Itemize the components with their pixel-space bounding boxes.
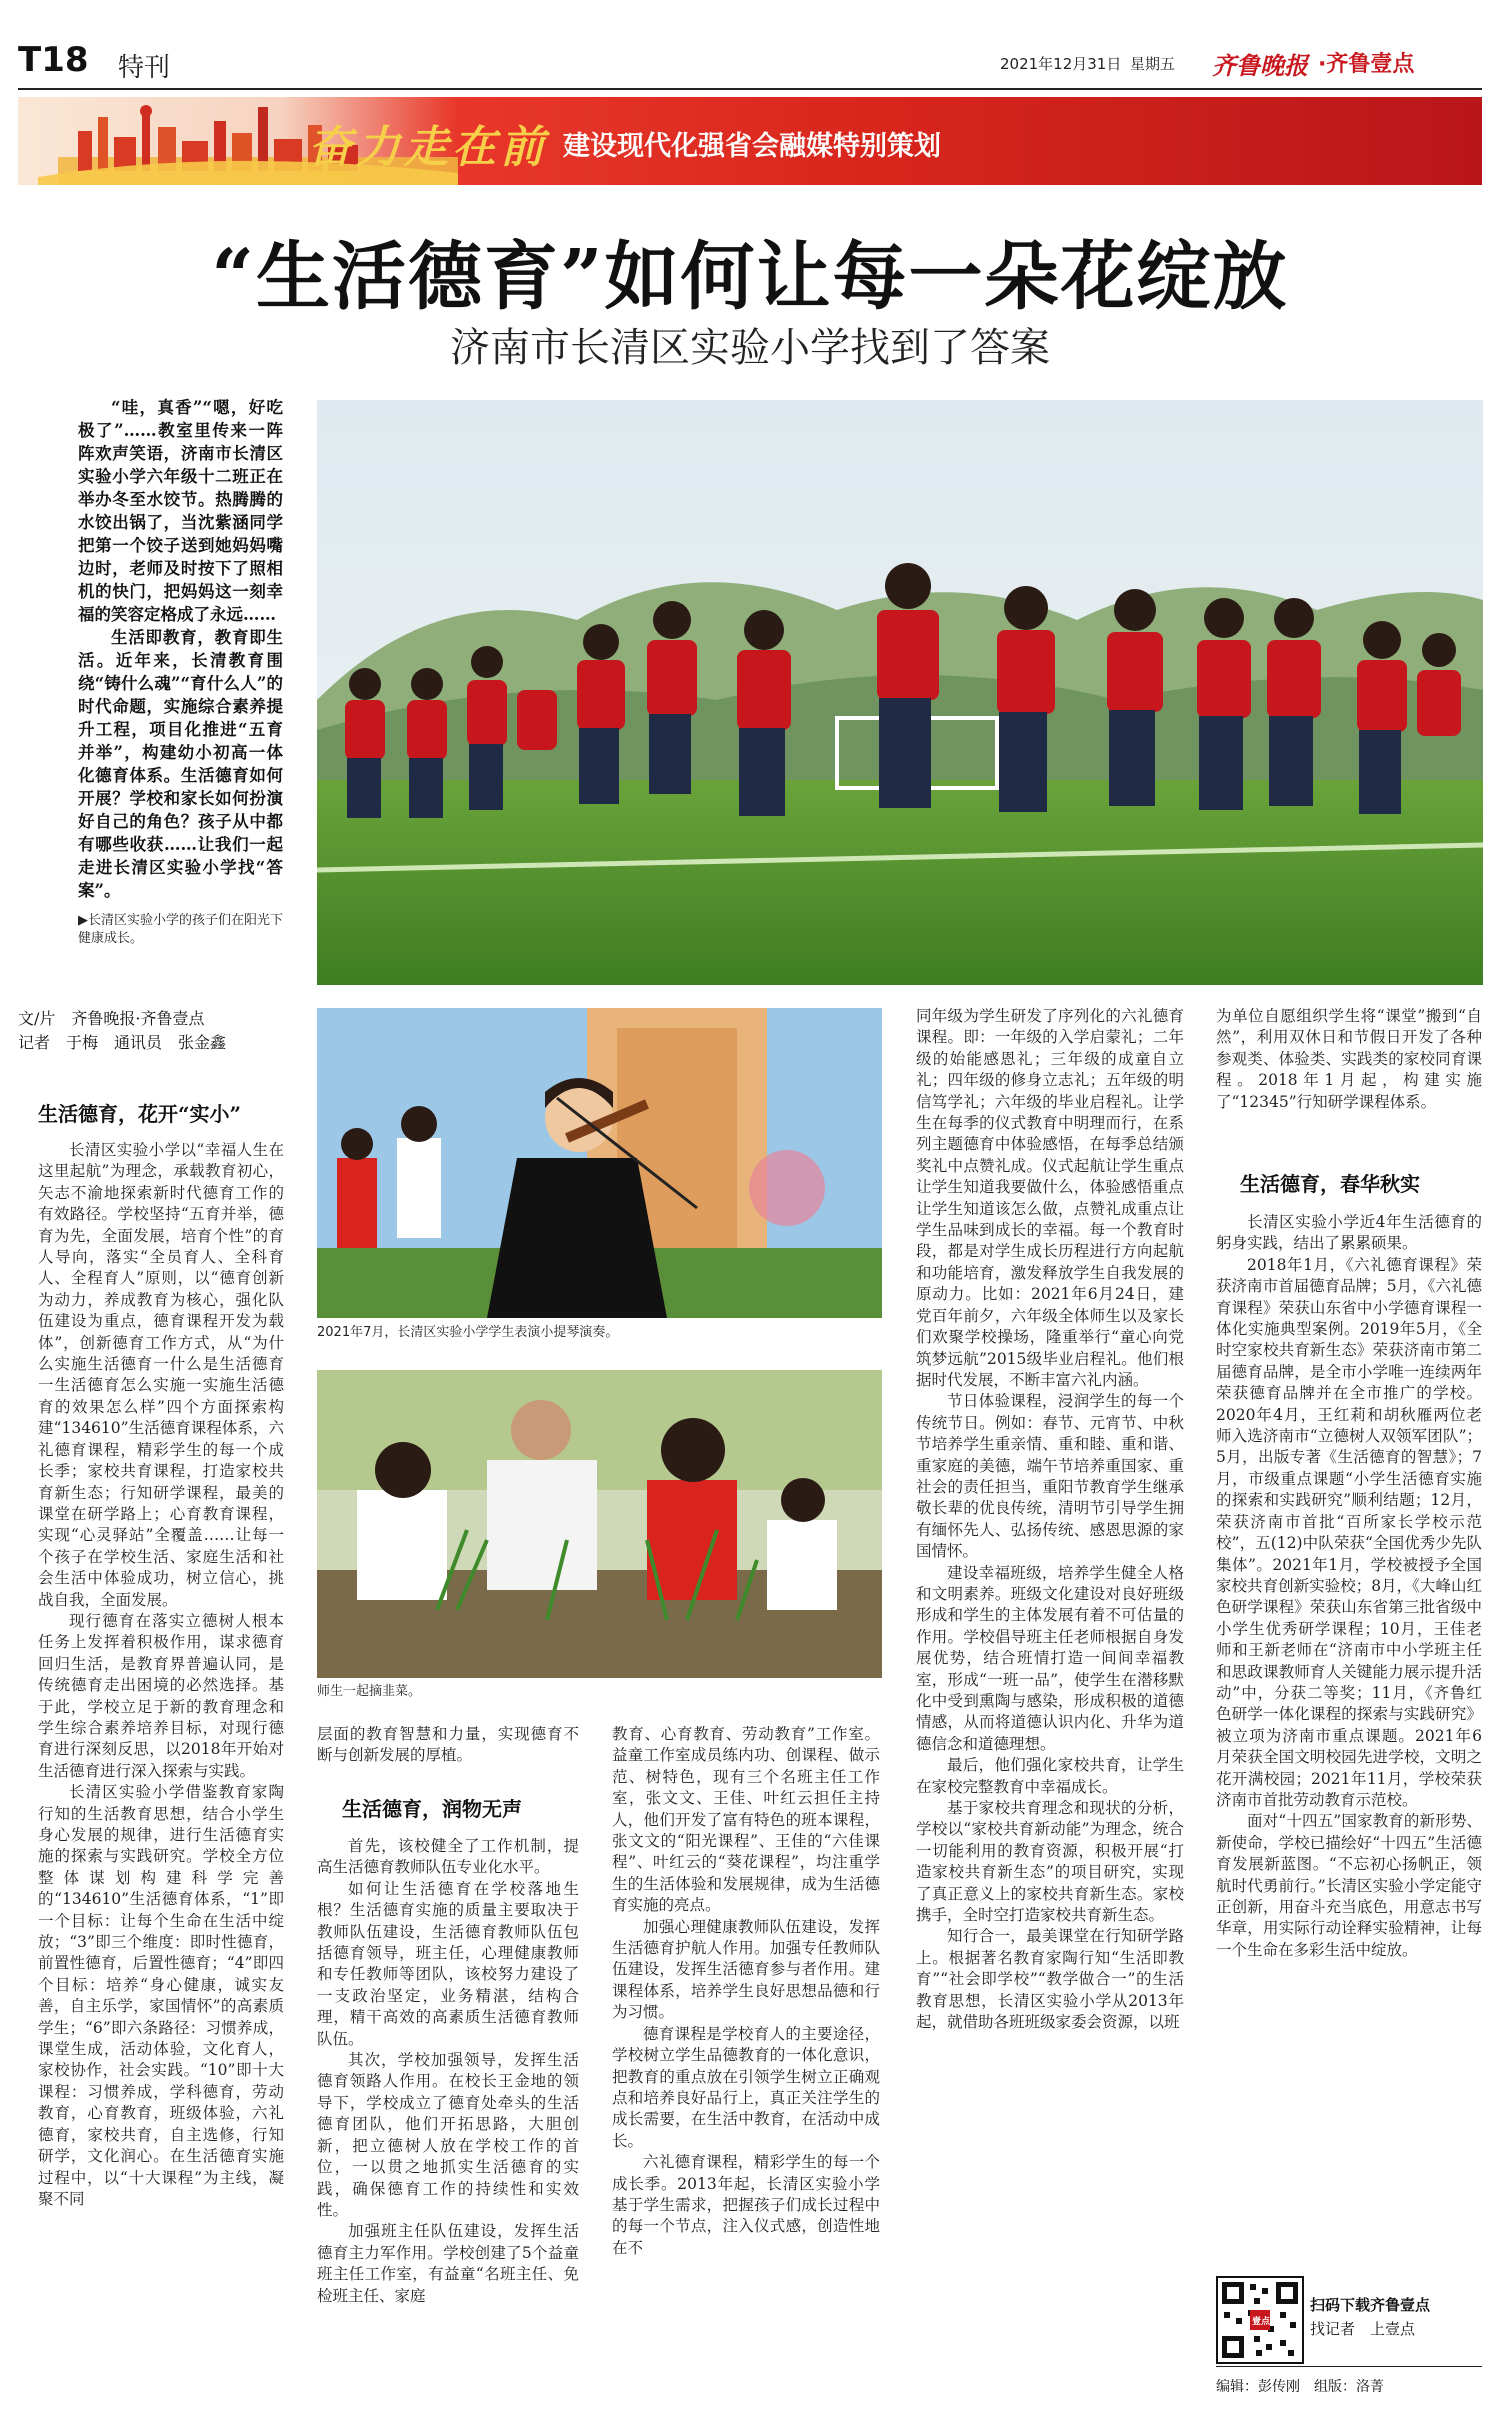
article-paragraph: 层面的教育智慧和力量，实现德育不断与创新发展的厚植。: [317, 1725, 579, 1765]
article-paragraph: 基于家校共育理念和现状的分析，学校以“家校共育新动能”为理念，统合一切能利用的教育资源，积极开展“打造家校共育新生态”的项目研究，实现了真正意义上的家校共育新生态。家校携手，全时空打造家校共育新生态。: [916, 1799, 1184, 1925]
lead-paragraph: 生活即教育，教育即生活。近年来，长清教育围绕“铸什么魂”“育什么人”的时代命题，实施综合素养提升工程，项目化推进“五育并举”，构建幼小初高一体化德育体系。生活德育如何开展？学校和家长如何扮演好自己的角色？孩子从中都有哪些收获……让我们一起走进长清区实验小学找“答案”。: [78, 628, 283, 900]
article-paragraph: 最后，他们强化家校共育，让学生在家校完整教育中幸福成长。: [916, 1756, 1184, 1796]
issue-date: 2021年12月31日: [1000, 55, 1122, 73]
article-column-5: [1216, 1006, 1482, 1158]
article-column-1: [38, 1140, 284, 2408]
article-paragraph: 长清区实验小学借鉴教育家陶行知的生活教育思想，结合小学生身心发展的规律，进行生活德育实施的探索与实践研究。学校全方位整体谋划构建科学完善的“134610”生活德育体系，“1”即一个目标：让每个生命在生活中绽放；“3”即三个维度：即时性德育，前置性德育，后置性德育；“4”即四个目标：培养“身心健康，诚实友善，自主乐学，家国情怀”的高素质学生；“6”即六条路径：习惯养成，课堂生成，活动体验，文化育人，家校协作，社会实践。“10”即十大课程：习惯养成，学科德育，劳动教育，心育教育，班级体验，六礼德育，家校共育，自主选修，行知研学，文化润心。在生活德育实施过程中，以“十大课程”为主线，凝聚不同: [38, 1783, 284, 2208]
violin-performance-image: [317, 1008, 882, 1318]
lead-paragraph: “哇，真香”“嗯，好吃极了”……教室里传来一阵阵欢声笑语，济南市长清区实验小学六年级十二班正在举办冬至水饺节。热腾腾的水饺出锅了，当沈紫涵同学把第一个饺子送到她妈妈嘴边时，老师及时按下了照相机的快门，把妈妈这一刻幸福的笑容定格成了永远……: [78, 398, 283, 624]
lead-text: [78, 396, 283, 900]
article-paragraph: 2018年1月，《六礼德育课程》荣获济南市首届德育品牌；5月，《六礼德育课程》荣获山东省中小学德育课程一体化实施典型案例。2019年5月，《全时空家校共育新生态》荣获济南市第二届德育品牌，是全市小学唯一连续两年荣获德育品牌并在全市推广的学校。2020年4月，王红莉和胡秋雁两位老师入选济南市“立德树人双领军团队”；5月，出版专著《生活德育的智慧》；7月，市级重点课题“小学生活德育实施的探索和实践研究”顺利结题；12月，荣获济南市首批“百所家长学校示范校”，五(12)中队荣获“全国优秀少先队集体”。2021年1月，学校被授予全国家校共育创新实验校；8月，《大峰山红色研学课程》荣获山东省第三批省级中小学生优秀研学课程；10月，王佳老师和王新老师在“济南市中小学班主任和思政课教师育人关键能力展示提升活动”中，分获二等奖；11月，《齐鲁红色研学一体化课程的探索与实践研究》被立项为济南市重点课题。2021年6月荣获全国文明校园先进学校，文明之花开满校园；2021年11月，学校荣获济南市首批劳动教育示范校。: [1216, 1255, 1482, 1809]
article-paragraph: 为单位自愿组织学生将“课堂”搬到“自然”，利用双休日和节假日开发了各种参观类、体验类、实践类的家校同育课程。2018年1月起，构建实施了“12345”行知研学课程体系。: [1216, 1007, 1482, 1111]
main-photo-children-running: [317, 400, 1483, 985]
article-paragraph: 现行德育在落实立德树人根本任务上发挥着积极作用，谋求德育回归生活，是教育界普遍认同，是传统德育走出困境的必然选择。基于此，学校立足于新的教育理念和学生综合素养培养目标，对现行德育进行深刻反思，以2018年开始对生活德育进行深入探索与实践。: [38, 1611, 284, 1780]
article-paragraph: 同年级为学生研发了序列化的六礼德育课程。即：一年级的入学启蒙礼；二年级的始能感恩礼；三年级的成童自立礼；四年级的修身立志礼；五年级的明信笃学礼；六年级的毕业启程礼。让学生在每季的仪式教育中明理而行，在系列主题德育中体验感悟，在每季总结颁奖礼中点赞礼成。仪式起航让学生重点让学生知道我要做什么，体验感悟重点让学生知道该怎么做，点赞礼成重点让学生品味到成长的幸福。每一个教育时段，都是对学生成长历程进行方向起航和功能培育，激发释放学生自我发展的原动力。比如：2021年6月24日，建党百年前夕，六年级全体师生以及家长们欢聚学校操场，隆重举行“童心向党筑梦远航”2015级毕业启程礼。他们根据时代发展，不断丰富六礼内涵。: [916, 1007, 1184, 1389]
banner-slogan: 奋力走在前: [308, 122, 548, 173]
qr-logo-label: 壹点: [1252, 2317, 1271, 2327]
article-column-2: [317, 1724, 579, 1774]
article-paragraph: 面对“十四五”国家教育的新形势、新使命，学校已描绘好“十四五”生活德育发展新蓝图。“不忘初心扬帆正，领航时代勇前行。”长清区实验小学定能守正创新，用奋斗充当底色，用意志书写华章，用实际行动诠释实验精神，让每一个生命在多彩生活中绽放。: [1216, 1812, 1482, 1959]
footer-rule: [1216, 2366, 1482, 2367]
article-paragraph: 建设幸福班级，培养学生健全人格和文明素养。班级文化建设对良好班级形成和学生的主体发展有着不可估量的作用。学校倡导班主任老师根据自身发展优势，结合班情打造一间间幸福教室，形成“一班一品”，使学生在潜移默化中受到熏陶与感染，形成积极的道德情感，从而将道德认识内化、升华为道德信念和道德理想。: [916, 1563, 1184, 1753]
garden-photo: [317, 1370, 882, 1678]
article-paragraph: 知行合一，最美课堂在行知研学路上。根据著名教育家陶行知“生活即教育”“社会即学校”“教学做合一”的生活教育思想，长清区实验小学从2013年起，就借助各班班级家委会资源，以班: [916, 1927, 1184, 2032]
page-number: T18: [18, 40, 89, 80]
picking-chives-image: [317, 1370, 882, 1678]
violin-photo-caption: 2021年7月，长清区实验小学学生表演小提琴演奏。: [317, 1325, 619, 1340]
qr-download-text: 扫码下载齐鲁壹点: [1310, 2296, 1431, 2314]
article-column-5b: [1216, 1212, 1482, 2212]
article-paragraph: 长清区实验小学近4年生活德育的躬身实践，结出了累累硕果。: [1216, 1213, 1482, 1253]
violin-photo: [317, 1008, 882, 1318]
article-column-2b: [317, 1836, 579, 2408]
section-heading-2: 生活德育，润物无声: [342, 1797, 522, 1821]
newspaper-brand: 齐鲁晚报: [1212, 51, 1308, 80]
article-paragraph: 长清区实验小学以“幸福人生在这里起航”为理念，承载教育初心，矢志不渝地探索新时代德育工作的有效路径。学校坚持“五育并举，德育为先，全面发展，培育个性”的育人导向，落实“全员育人、全科育人、全程育人”原则，以“德育创新为动力，养成教育为核心，强化队伍建设为重点，德育课程开发为载体”，创新德育工作方式，从“为什么实施生活德育一什么是生活德育一生活德育怎么实施一实施生活德育的效果怎么样”四个方面探索构建“134610”生活德育课程体系，六礼德育课程，精彩学生的每一个成长季；家校共育课程，打造家校共育新生态；行知研学课程，最美的课堂在研学路上；心育教育课程，实现“心灵驿站”全覆盖……让每一个孩子在学校生活、家庭生活和社会生活中体验成功，树立信心，挑战自我，全面发展。: [38, 1141, 284, 1609]
issue-weekday: 星期五: [1130, 55, 1176, 73]
article-paragraph: 德育课程是学校育人的主要途径，学校树立学生品德教育的一体化意识，把教育的重点放在引领学生树立正确观点和培养良好品行上，真正关注学生的成长需要，在生活中教育，在活动中成长。: [612, 2024, 880, 2150]
banner-subtitle: 建设现代化强省会融媒特别策划: [563, 131, 941, 162]
garden-photo-caption: 师生一起摘韭菜。: [317, 1684, 422, 1699]
article-paragraph: 其次，学校加强领导，发挥生活德育领路人作用。在校长王金地的领导下，学校成立了德育处牵头的生活德育团队，他们开拓思路，大胆创新，把立德树人放在学校工作的首位，一以贯之地抓实生活德育的实践，确保德育工作的持续性和实效性。: [317, 2051, 579, 2219]
article-paragraph: 加强班主任队伍建设，发挥生活德育主力军作用。学校创建了5个益童班主任工作室，有益童“名班主任、免检班主任、家庭: [317, 2222, 579, 2305]
byline-source: 文/片 齐鲁晚报·齐鲁壹点: [18, 1009, 205, 1028]
section-label: 特刊: [118, 53, 171, 83]
article-paragraph: 教育、心育教育、劳动教育”工作室。益童工作室成员练内功、创课程、做示范、树特色，现有三个名班主任工作室，张文文、王佳、叶红云担任主持人，他们开发了富有特色的班本课程，张文文的“阳光课程”、王佳的“六佳课程”、叶红云的“葵花课程”，均注重学生的生活体验和发展规律，成为生活德育实施的亮点。: [612, 1725, 880, 1915]
app-brand: ·齐鲁壹点: [1318, 52, 1415, 77]
article-paragraph: 首先，该校健全了工作机制，提高生活德育教师队伍专业化水平。: [317, 1837, 579, 1877]
byline-reporters: 记者 于梅 通讯员 张金鑫: [18, 1033, 227, 1052]
special-banner: [18, 97, 1482, 185]
running-children-image: [317, 400, 1483, 985]
main-photo-caption: ▶长清区实验小学的孩子们在阳光下健康成长。: [78, 913, 283, 946]
qr-code[interactable]: [1216, 2276, 1304, 2364]
header-rule: [18, 88, 1482, 90]
article-paragraph: 如何让生活德育在学校落地生根？生活德育实施的质量主要取决于教师队伍建设，生活德育教师队伍包括德育领导，班主任，心理健康教师和专任教师等团队，该校努力建设了一支政治坚定，业务精湛，结构合理，精干高效的高素质生活德育教师队伍。: [317, 1879, 579, 2048]
article-paragraph: 节日体验课程，浸润学生的每一个传统节日。例如：春节、元宵节、中秋节培养学生重亲情、重和睦、重和谐、重家庭的美德，端午节培养重国家、重社会的责任担当，重阳节教育学生继承敬长辈的优良传统，清明节引导学生拥有缅怀先人、弘扬传统、感恩思源的家国情怀。: [916, 1392, 1184, 1561]
section-heading-3: 生活德育，春华秋实: [1240, 1172, 1420, 1196]
article-column-4: [916, 1006, 1184, 2408]
article-paragraph: 加强心理健康教师队伍建设，发挥生活德育护航人作用。加强专任教师队伍建设，发挥生活德育参与者作用。建课程体系，培养学生良好思想品德和行为习惯。: [612, 1917, 880, 2022]
headline-title: “生活德育”如何让每一朵花绽放: [211, 234, 1289, 320]
article-paragraph: 六礼德育课程，精彩学生的每一个成长季。2013年起，长清区实验小学基于学生需求，把握孩子们成长过程中的每一个节点，注入仪式感，创造性地在不: [612, 2153, 880, 2257]
section-heading-1: 生活德育，花开“实小”: [38, 1102, 242, 1126]
article-column-3: [612, 1724, 880, 2408]
headline-subtitle: 济南市长清区实验小学找到了答案: [450, 325, 1050, 371]
editor-credit: 编辑：彭传刚 组版：洛菁: [1216, 2379, 1384, 2395]
qr-reporter-text: 找记者 上壹点: [1310, 2320, 1416, 2338]
